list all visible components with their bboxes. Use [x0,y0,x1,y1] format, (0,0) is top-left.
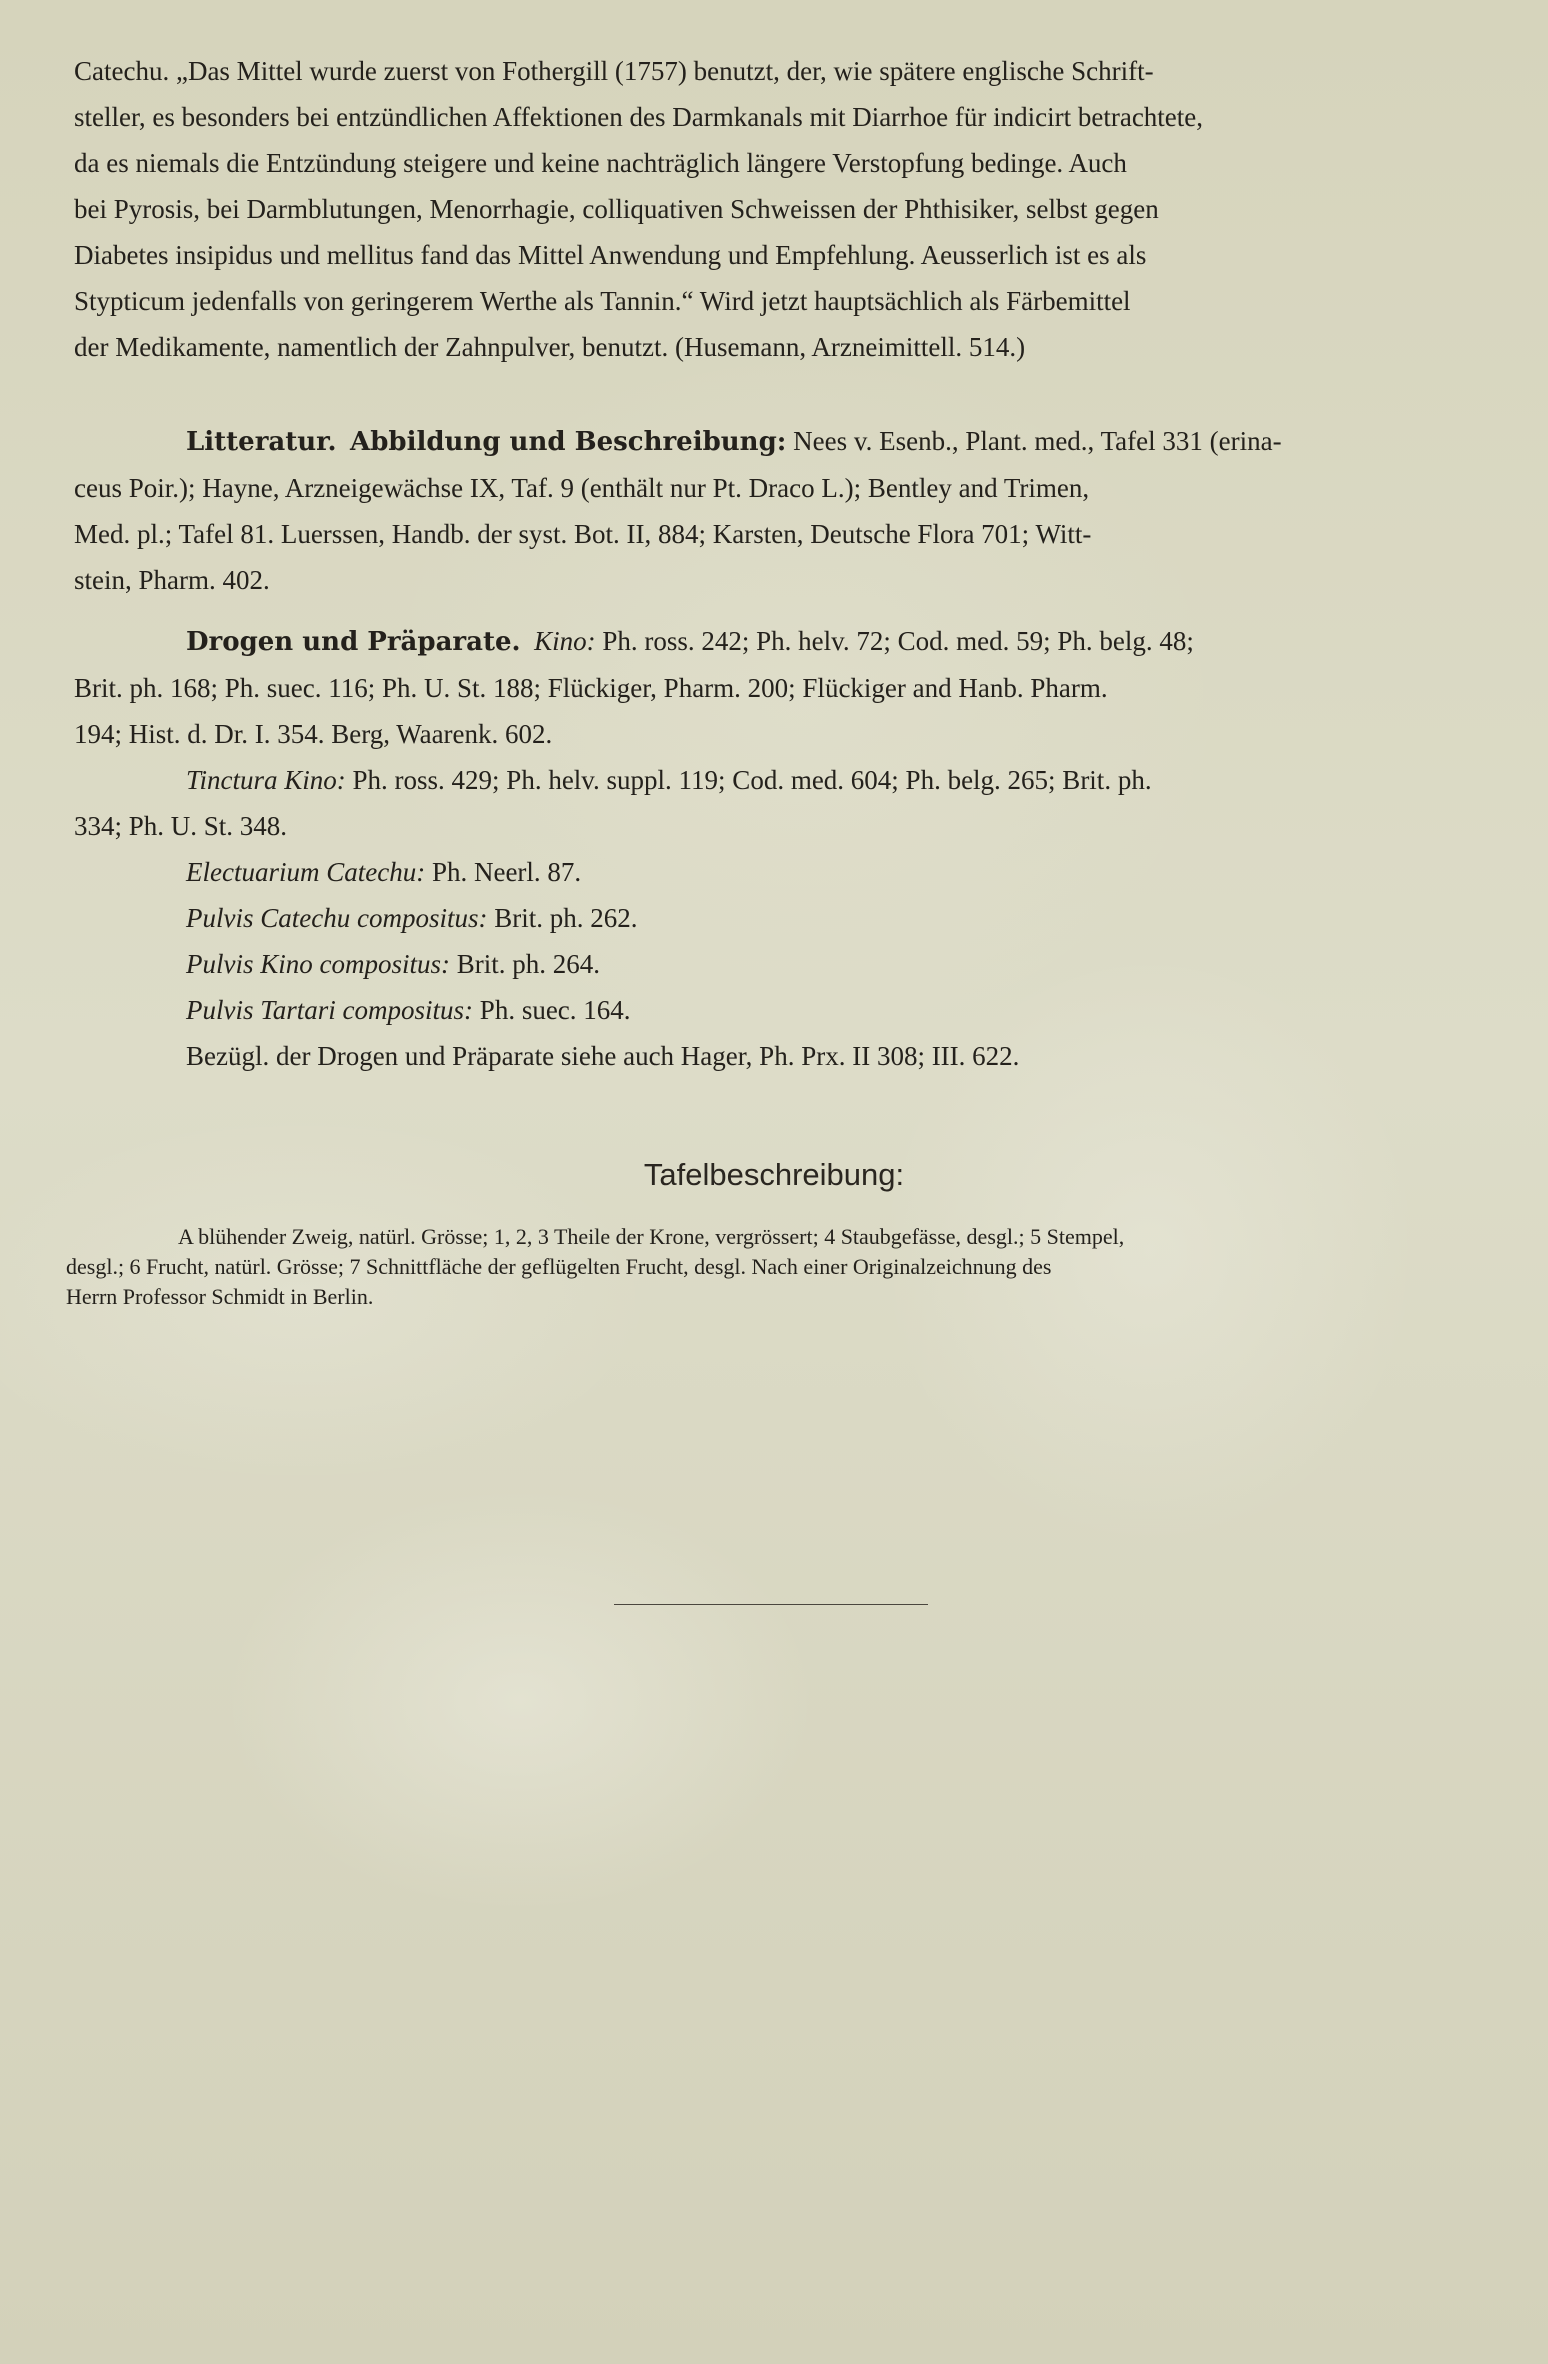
kino-label: Kino: [534,626,596,656]
text-line: 334; Ph. U. St. 348. [74,811,288,841]
text-line: stein, Pharm. 402. [74,565,270,595]
preparation-name: Electuarium Catechu: [186,857,426,887]
preparation-ref: Ph. Neerl. 87. [431,857,582,887]
text-line: der Medikamente, namentlich der Zahnpulver, benutzt. (Husemann, Arzneimittell. 514.) [74,332,1026,362]
caption-line: Herrn Professor Schmidt in Berlin. [66,1284,374,1309]
preparation-ref: Brit. ph. 262. [494,903,638,933]
tinctura-line [74,757,1494,803]
text-line: Med. pl.; Tafel 81. Luerssen, Handb. der syst. Bot. II, 884; Karsten, Deutsche Flora 701; Witt- [74,519,1092,549]
preparation-ref: Brit. ph. 264. [456,949,601,979]
text-line: ceus Poir.); Hayne, Arzneigewächse IX, Taf. 9 (enthält nur Pt. Draco L.); Bentley and Trimen, [74,473,1090,503]
caption-line: desgl.; 6 Frucht, natürl. Grösse; 7 Schnittfläche der geflügelten Frucht, desgl. Nach einer Originalzeichnung des [66,1254,1052,1279]
section-divider [614,1604,928,1605]
tinctura-label: Tinctura Kino: [186,765,346,795]
preparation-name: Pulvis Tartari compositus: [186,995,474,1025]
preparation-ref: Ph. suec. 164. [479,995,631,1025]
literature-heading: Litteratur. [186,427,337,457]
preparation-line [74,849,1494,895]
literature-paragraph [74,418,1494,603]
text-line: Catechu. „Das Mittel wurde zuerst von Fothergill (1757) benutzt, der, wie spätere englische Schrift- [74,56,1154,86]
closing-line: Bezügl. der Drogen und Präparate siehe auch Hager, Ph. Prx. II 308; III. 622. [186,1041,1020,1071]
literature-first-line [74,418,1494,465]
preparation-line [74,895,1494,941]
text-line: 194; Hist. d. Dr. I. 354. Berg, Waarenk. 602. [74,719,553,749]
drugs-line-text: Ph. ross. 242; Ph. helv. 72; Cod. med. 59; Ph. belg. 48; [602,626,1194,656]
literature-line-text: Nees v. Esenb., Plant. med., Tafel 331 (erina- [793,426,1282,456]
drugs-first-line [74,618,1494,665]
intro-paragraph [74,48,1494,370]
text-line: da es niemals die Entzündung steigere und keine nachträglich längere Verstopfung bedinge. Auch [74,148,1127,178]
text-line: steller, es besonders bei entzündlichen Affektionen des Darmkanals mit Diarrhoe für indicirt betrachtete, [74,102,1204,132]
drugs-paragraph [74,618,1494,1079]
preparation-line [74,941,1494,987]
text-line: Diabetes insipidus und mellitus fand das Mittel Anwendung und Empfehlung. Aeusserlich ist es als [74,240,1147,270]
text-line: bei Pyrosis, bei Darmblutungen, Menorrhagie, colliquativen Schweissen der Phthisiker, selbst gegen [74,194,1159,224]
drugs-heading: Drogen und Präparate. [186,627,521,657]
preparation-name: Pulvis Kino compositus: [186,949,450,979]
preparation-line [74,987,1494,1033]
literature-subheading: Abbildung und Beschreibung: [350,427,787,457]
tinctura-text: Ph. ross. 429; Ph. helv. suppl. 119; Cod. med. 604; Ph. belg. 265; Brit. ph. [352,765,1152,795]
text-line: Stypticum jedenfalls von geringerem Werthe als Tannin.“ Wird jetzt hauptsächlich als Färbemittel [74,286,1131,316]
plate-description-caption [66,1222,1486,1312]
text-line: Brit. ph. 168; Ph. suec. 116; Ph. U. St. 188; Flückiger, Pharm. 200; Flückiger and Hanb. Pharm. [74,673,1108,703]
caption-line: A blühender Zweig, natürl. Grösse; 1, 2, 3 Theile der Krone, vergrössert; 4 Staubgefässe, desgl.; 5 Stempel, [178,1224,1125,1249]
preparation-name: Pulvis Catechu compositus: [186,903,488,933]
plate-description-title: Tafelbeschreibung: [643,1157,905,1192]
